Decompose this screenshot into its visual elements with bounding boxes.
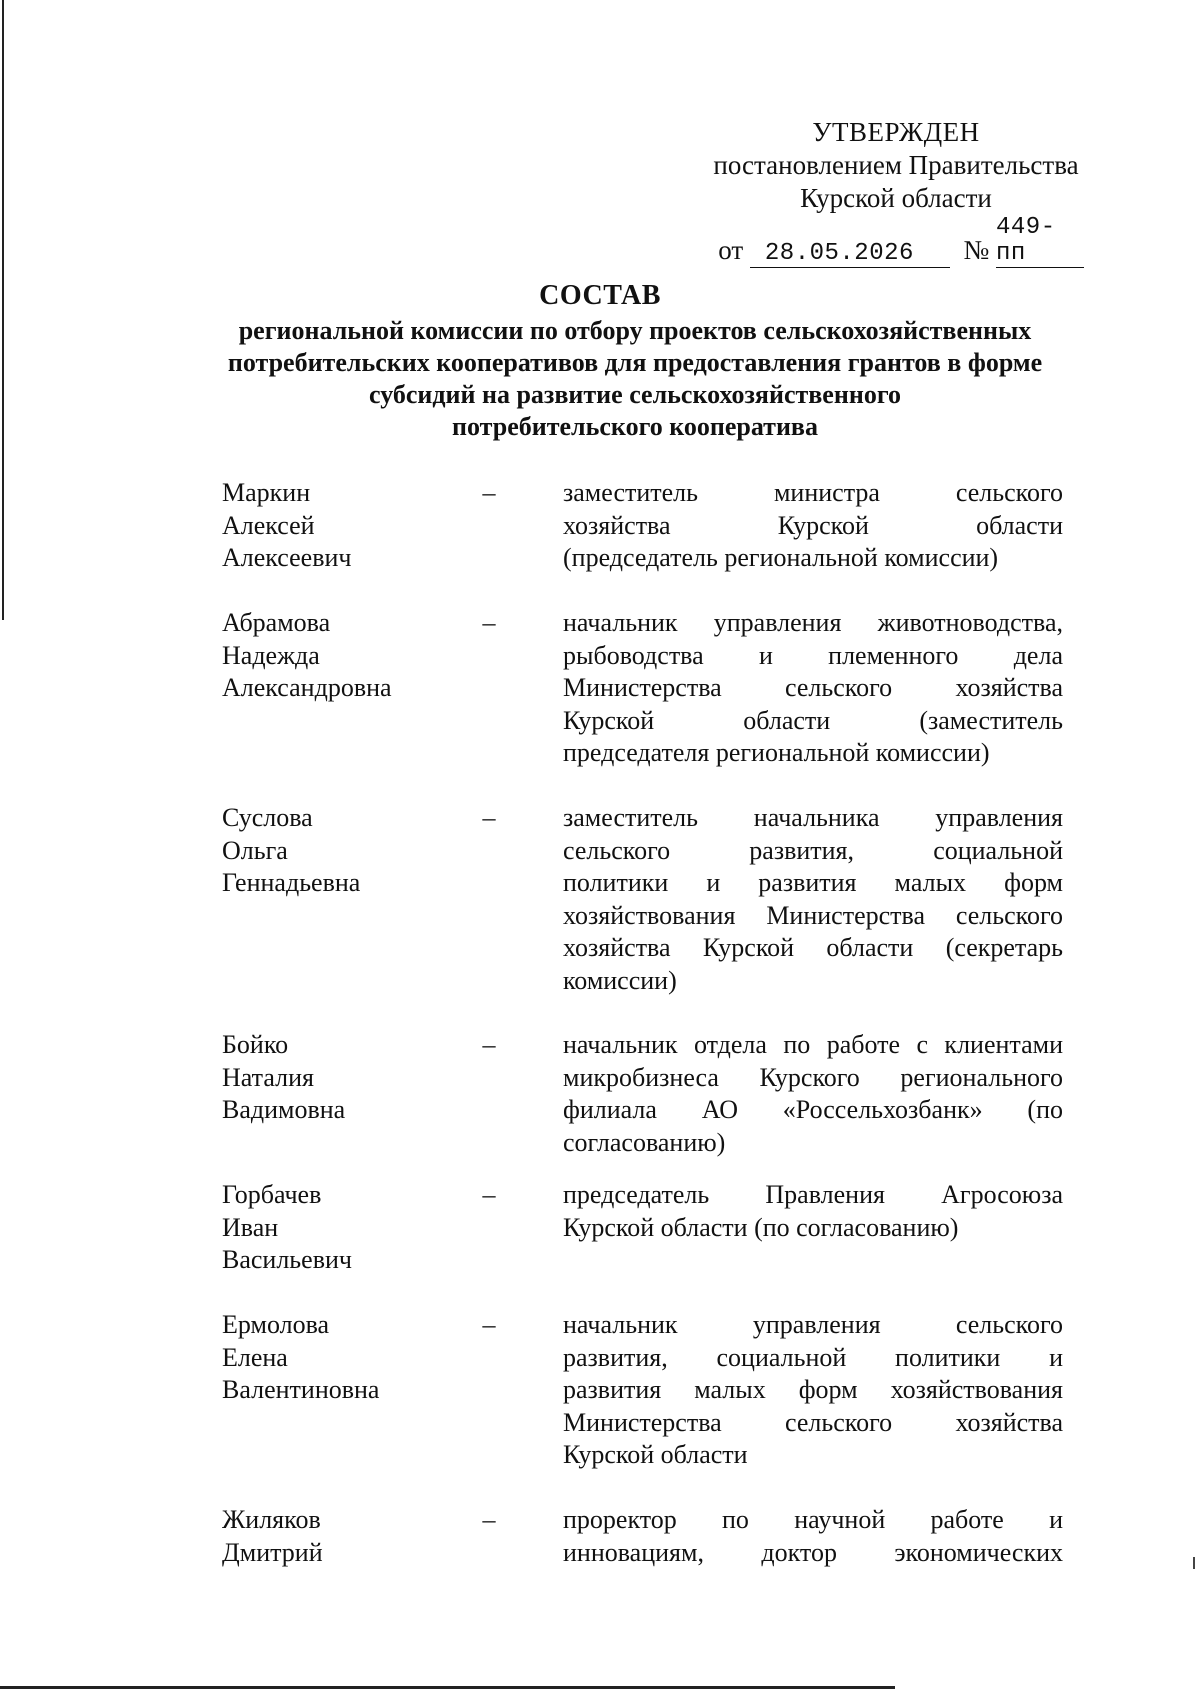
position-line: филиала АО «Россельхозбанк» (по: [563, 1095, 1063, 1124]
position-line: комиссии): [563, 965, 677, 995]
position-line: инновациям, доктор экономических: [563, 1537, 1063, 1567]
subtitle-line: субсидий на развитие сельскохозяйственного: [369, 380, 901, 409]
approval-stamp: [706, 116, 1086, 268]
member-name: [222, 477, 452, 575]
name-line: Александровна: [222, 673, 392, 702]
approval-date-number-row: [706, 215, 1086, 268]
name-line: Горбачев: [222, 1180, 322, 1209]
position-line: председатель Правления Агросоюза: [563, 1180, 1063, 1209]
member-name: [222, 1029, 452, 1127]
position-line: заместитель министра сельского: [563, 478, 1063, 507]
name-line: Елена: [222, 1342, 288, 1372]
separator-dash: –: [482, 1505, 496, 1534]
name-line: Валентиновна: [222, 1375, 380, 1404]
position-line: развития малых форм хозяйствования: [563, 1375, 1063, 1404]
name-line: Алексеевич: [222, 543, 352, 572]
approval-label: УТВЕРЖДЕН: [812, 117, 980, 147]
name-line: Суслова: [222, 803, 313, 832]
position-line: рыбоводства и племенного дела: [563, 640, 1063, 670]
member-entry: [0, 1179, 1200, 1309]
member-name: [222, 802, 452, 900]
position-line: Курской области (по согласованию): [563, 1212, 959, 1242]
member-name: [222, 1309, 452, 1407]
member-entry: [0, 1309, 1200, 1504]
position-line: согласованию): [563, 1127, 726, 1157]
separator-dash: –: [482, 1310, 496, 1339]
approval-line-2: Курской области: [800, 183, 992, 213]
name-line: Надежда: [222, 640, 320, 670]
position-line: начальник отдела по работе с клиентами: [563, 1030, 1063, 1059]
name-line: Жиляков: [222, 1505, 321, 1534]
subtitle-line: потребительских кооперативов для предоставления грантов в форме: [227, 348, 1043, 377]
position-line: начальник управления животноводства,: [563, 608, 1063, 637]
name-line: Васильевич: [222, 1245, 352, 1274]
scan-edge-bottom: [0, 1686, 895, 1689]
name-line: Абрамова: [222, 608, 331, 637]
name-line: Иван: [222, 1212, 279, 1242]
document-title: СОСТАВ: [539, 280, 661, 311]
approval-number: [996, 215, 1084, 268]
position-line: (председатель региональной комиссии): [563, 543, 999, 572]
position-line: сельского развития, социальной: [563, 835, 1063, 865]
number-prefix: №: [963, 235, 990, 265]
name-line: Алексей: [222, 510, 315, 540]
position-line: Министерства сельского хозяйства: [563, 1407, 1063, 1437]
position-line: начальник управления сельского: [563, 1310, 1063, 1339]
position-line: хозяйства Курской области: [563, 510, 1063, 540]
name-line: Геннадьевна: [222, 868, 361, 897]
member-entry: [0, 1504, 1200, 1574]
member-position: [563, 802, 1063, 997]
member-position: [563, 1309, 1063, 1472]
position-line: председателя региональной комиссии): [563, 738, 990, 767]
position-line: микробизнеса Курского регионального: [563, 1062, 1063, 1092]
date-prefix: от: [718, 235, 744, 265]
member-name: [222, 1179, 452, 1277]
separator-dash: –: [482, 803, 496, 832]
name-line: Ермолова: [222, 1310, 330, 1339]
member-position: [563, 1179, 1063, 1244]
name-line: Наталия: [222, 1062, 314, 1092]
name-line: Бойко: [222, 1030, 289, 1059]
document-subtitle: [175, 315, 1095, 443]
approval-date-value: 28.05.2026: [764, 240, 914, 267]
position-line: Министерства сельского хозяйства: [563, 673, 1063, 702]
member-entry: [0, 1029, 1200, 1179]
position-line: Курской области (заместитель: [563, 705, 1063, 735]
member-position: [563, 477, 1063, 575]
position-line: заместитель начальника управления: [563, 803, 1063, 832]
approval-line-1: постановлением Правительства: [713, 150, 1079, 180]
member-position: [563, 1504, 1063, 1569]
member-name: [222, 1504, 452, 1569]
position-line: политики и развития малых форм: [563, 868, 1063, 897]
subtitle-line: потребительского кооператива: [452, 412, 818, 441]
member-position: [563, 607, 1063, 770]
member-entry: [0, 607, 1200, 802]
position-line: проректор по научной работе и: [563, 1505, 1063, 1534]
name-line: Дмитрий: [222, 1537, 323, 1567]
separator-dash: –: [482, 1030, 496, 1059]
position-line: хозяйствования Министерства сельского: [563, 900, 1063, 930]
member-name: [222, 607, 452, 705]
name-line: Ольга: [222, 835, 288, 865]
approval-date: [750, 241, 950, 268]
member-entry: [0, 477, 1200, 607]
members-list: [0, 477, 1200, 1574]
name-line: Маркин: [222, 478, 311, 507]
approval-number-value: 449-пп: [996, 214, 1056, 267]
name-line: Вадимовна: [222, 1095, 346, 1124]
member-entry: [0, 802, 1200, 1029]
separator-dash: –: [482, 478, 496, 507]
separator-dash: –: [482, 1180, 496, 1209]
position-line: развития, социальной политики и: [563, 1342, 1063, 1372]
position-line: хозяйства Курской области (секретарь: [563, 933, 1063, 962]
member-position: [563, 1029, 1063, 1159]
position-line: Курской области: [563, 1440, 748, 1469]
separator-dash: –: [482, 608, 496, 637]
subtitle-line: региональной комиссии по отбору проектов сельскохозяйственных: [238, 316, 1032, 345]
